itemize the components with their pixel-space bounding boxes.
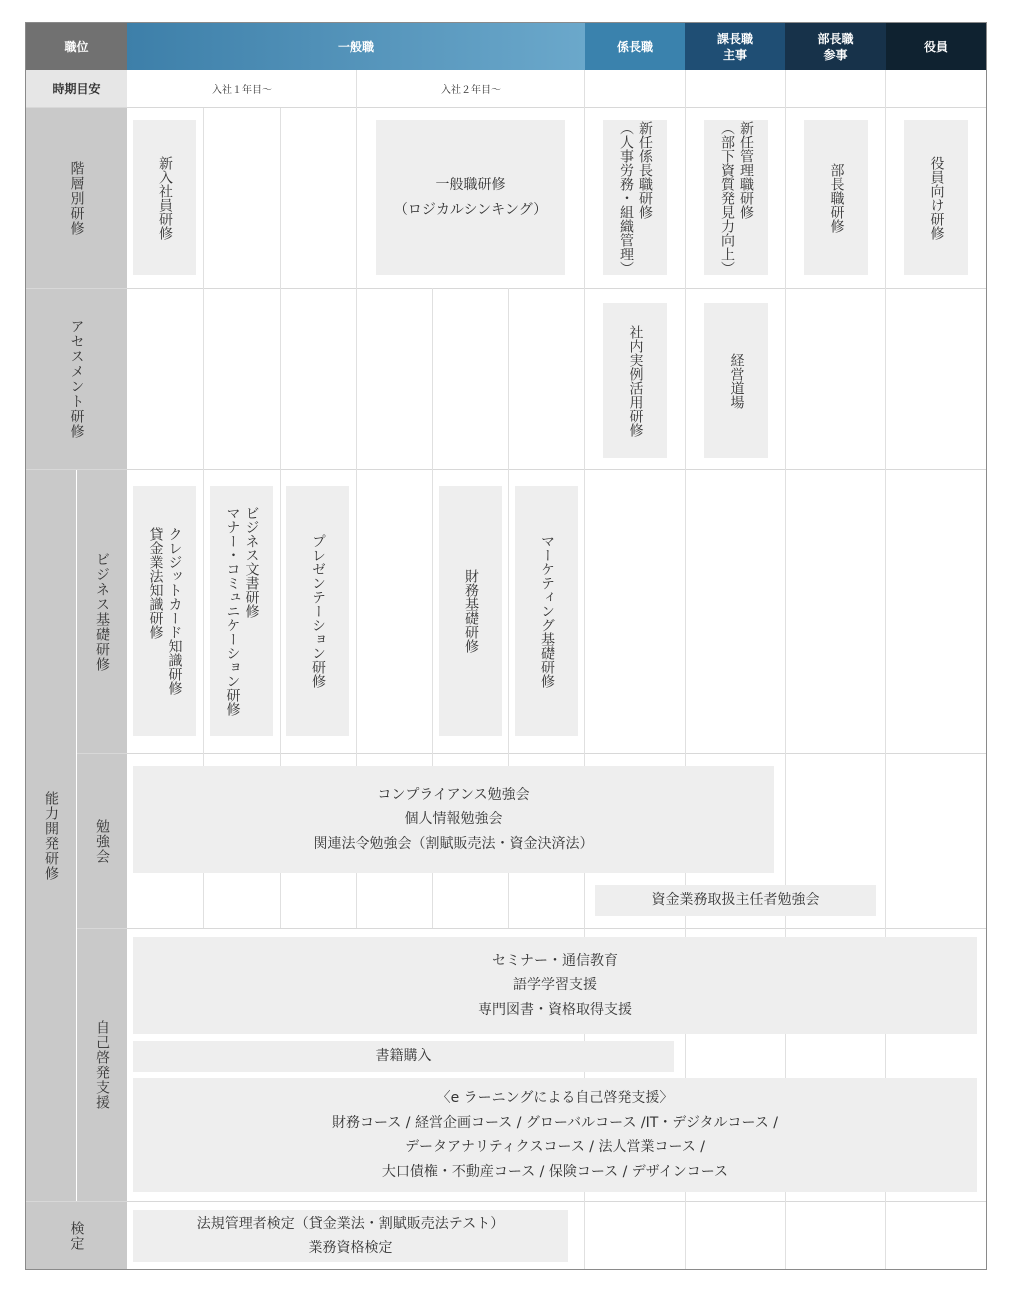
cell-bucho-training bbox=[804, 120, 868, 275]
cell-finance-training bbox=[439, 486, 502, 736]
cell-marketing-training bbox=[515, 486, 578, 736]
cell-manner-line1: ビジネス文書研修 bbox=[243, 506, 260, 618]
row-label-kentei bbox=[26, 1202, 127, 1269]
row-label-jiko-text: 自己啓発支援 bbox=[94, 1020, 110, 1110]
cell-compliance-line2: 個人情報勉強会 bbox=[404, 811, 503, 828]
cell-bucho-text: 部長職研修 bbox=[828, 162, 845, 233]
row-label-jiko bbox=[77, 929, 127, 1201]
row-label-kaisoubetsu-text: 階層別研修 bbox=[68, 160, 85, 236]
cell-compliance-line1: コンプライアンス勉強会 bbox=[377, 786, 530, 803]
cell-credit-training bbox=[133, 486, 196, 736]
header-yakuin: 役員 bbox=[886, 23, 986, 70]
grid-line bbox=[77, 928, 986, 929]
timing-year2: 入社２年目〜 bbox=[441, 85, 501, 96]
cell-credit-line1: クレジットカード知識研修 bbox=[166, 527, 183, 695]
cell-general-line2: （ロジカルシンキング） bbox=[393, 201, 548, 218]
cell-shikin-text: 資金業務取扱主任者勉強会 bbox=[651, 892, 820, 909]
cell-elearning-line4: 大口債権・不動産コース / 保険コース / デザインコース bbox=[381, 1163, 729, 1180]
cell-kentei-line2: 業務資格検定 bbox=[308, 1240, 393, 1256]
cell-books-text: 書籍購入 bbox=[375, 1048, 432, 1065]
cell-general-line1: 一般職研修 bbox=[435, 177, 506, 193]
cell-kentei bbox=[133, 1210, 568, 1262]
cell-marketing-text: マーケティング基礎研修 bbox=[539, 534, 555, 688]
grid-line bbox=[77, 753, 986, 754]
cell-kacho-training bbox=[704, 120, 768, 275]
cell-yakuin-text: 役員向け研修 bbox=[928, 155, 945, 240]
cell-seminar-line1: セミナー・通信教育 bbox=[492, 952, 618, 969]
cell-seminar-line2: 語学学習支援 bbox=[513, 977, 597, 994]
cell-general-training bbox=[376, 120, 565, 275]
cell-elearning-line3: データアナリティクスコース / 法人営業コース / bbox=[405, 1139, 705, 1155]
grid-line bbox=[26, 1201, 986, 1202]
row-label-kentei-text: 検定 bbox=[68, 1220, 85, 1251]
row-label-business-text: ビジネス基礎研修 bbox=[94, 551, 110, 672]
header-kacho-line2: 主事 bbox=[722, 47, 747, 62]
cell-kakaricho-training bbox=[603, 120, 667, 275]
header-bucho bbox=[785, 23, 886, 70]
header-kakaricho: 係長職 bbox=[585, 23, 685, 70]
row-label-kaisoubetsu bbox=[26, 108, 127, 288]
cell-yakuin-training bbox=[904, 120, 968, 275]
cell-manner-training bbox=[210, 486, 273, 736]
cell-books bbox=[133, 1041, 674, 1072]
grid-line bbox=[26, 107, 986, 108]
cell-seminar-support bbox=[133, 937, 977, 1034]
cell-credit-line2: 貸金業法知識研修 bbox=[147, 527, 164, 639]
cell-presentation-training bbox=[286, 486, 349, 736]
cell-finance-text: 財務基礎研修 bbox=[463, 569, 479, 653]
cell-dojo bbox=[704, 303, 768, 458]
header-bucho-line2: 参事 bbox=[823, 47, 848, 62]
timing-year1: 入社１年目〜 bbox=[212, 85, 272, 96]
header-bucho-line1: 部長職 bbox=[817, 31, 854, 46]
grid-line bbox=[26, 288, 986, 289]
header-position: 職位 bbox=[26, 23, 127, 70]
cell-new-hire bbox=[133, 120, 196, 275]
row-label-benkyokai-text: 勉強会 bbox=[94, 818, 110, 864]
row-label-business bbox=[77, 470, 127, 753]
row-label-nouryoku-text: 能力開発研修 bbox=[43, 790, 59, 881]
cell-shikin-study bbox=[595, 885, 876, 916]
cell-compliance-study bbox=[133, 766, 774, 873]
grid-line bbox=[26, 469, 986, 470]
cell-elearning-line2: 財務コース / 経営企画コース / グローバルコース /IT・デジタルコース / bbox=[332, 1114, 778, 1131]
cell-dojo-text: 経営道場 bbox=[728, 352, 745, 409]
row-label-benkyokai bbox=[77, 754, 127, 928]
cell-manner-line2: マナー・コミュニケーション研修 bbox=[224, 506, 241, 716]
header-kacho bbox=[685, 23, 785, 70]
row-label-nouryoku bbox=[26, 470, 76, 1201]
cell-elearning bbox=[133, 1078, 977, 1192]
header-general: 一般職 bbox=[127, 23, 585, 70]
row-label-assessment-text: アセスメント研修 bbox=[68, 319, 85, 439]
cell-presentation-text: プレゼンテーション研修 bbox=[310, 534, 326, 688]
cell-case-training bbox=[603, 303, 667, 458]
cell-kakaricho-line1: 新任係長職研修 bbox=[637, 120, 653, 219]
cell-compliance-line3: 関連法令勉強会（割賦販売法・資金決済法） bbox=[313, 835, 594, 852]
header-kacho-line1: 課長職 bbox=[716, 31, 753, 46]
row-label-assessment bbox=[26, 289, 127, 469]
cell-kacho-line1: 新任管理職研修 bbox=[738, 120, 754, 219]
cell-kacho-line2: （部下資質発見力向上） bbox=[719, 120, 735, 275]
cell-case-text: 社内実例活用研修 bbox=[627, 324, 644, 437]
cell-elearning-line1: 〈e ラーニングによる自己啓発支援〉 bbox=[436, 1090, 674, 1106]
cell-new-hire-text: 新入社員研修 bbox=[157, 155, 173, 240]
cell-kakaricho-line2: （人事労務・組織管理） bbox=[618, 120, 634, 275]
cell-kentei-line1: 法規管理者検定（貸金業法・割賦販売法テスト） bbox=[196, 1215, 505, 1232]
cell-seminar-line3: 専門図書・資格取得支援 bbox=[478, 1001, 632, 1018]
timing-label: 時期目安 bbox=[26, 70, 127, 107]
